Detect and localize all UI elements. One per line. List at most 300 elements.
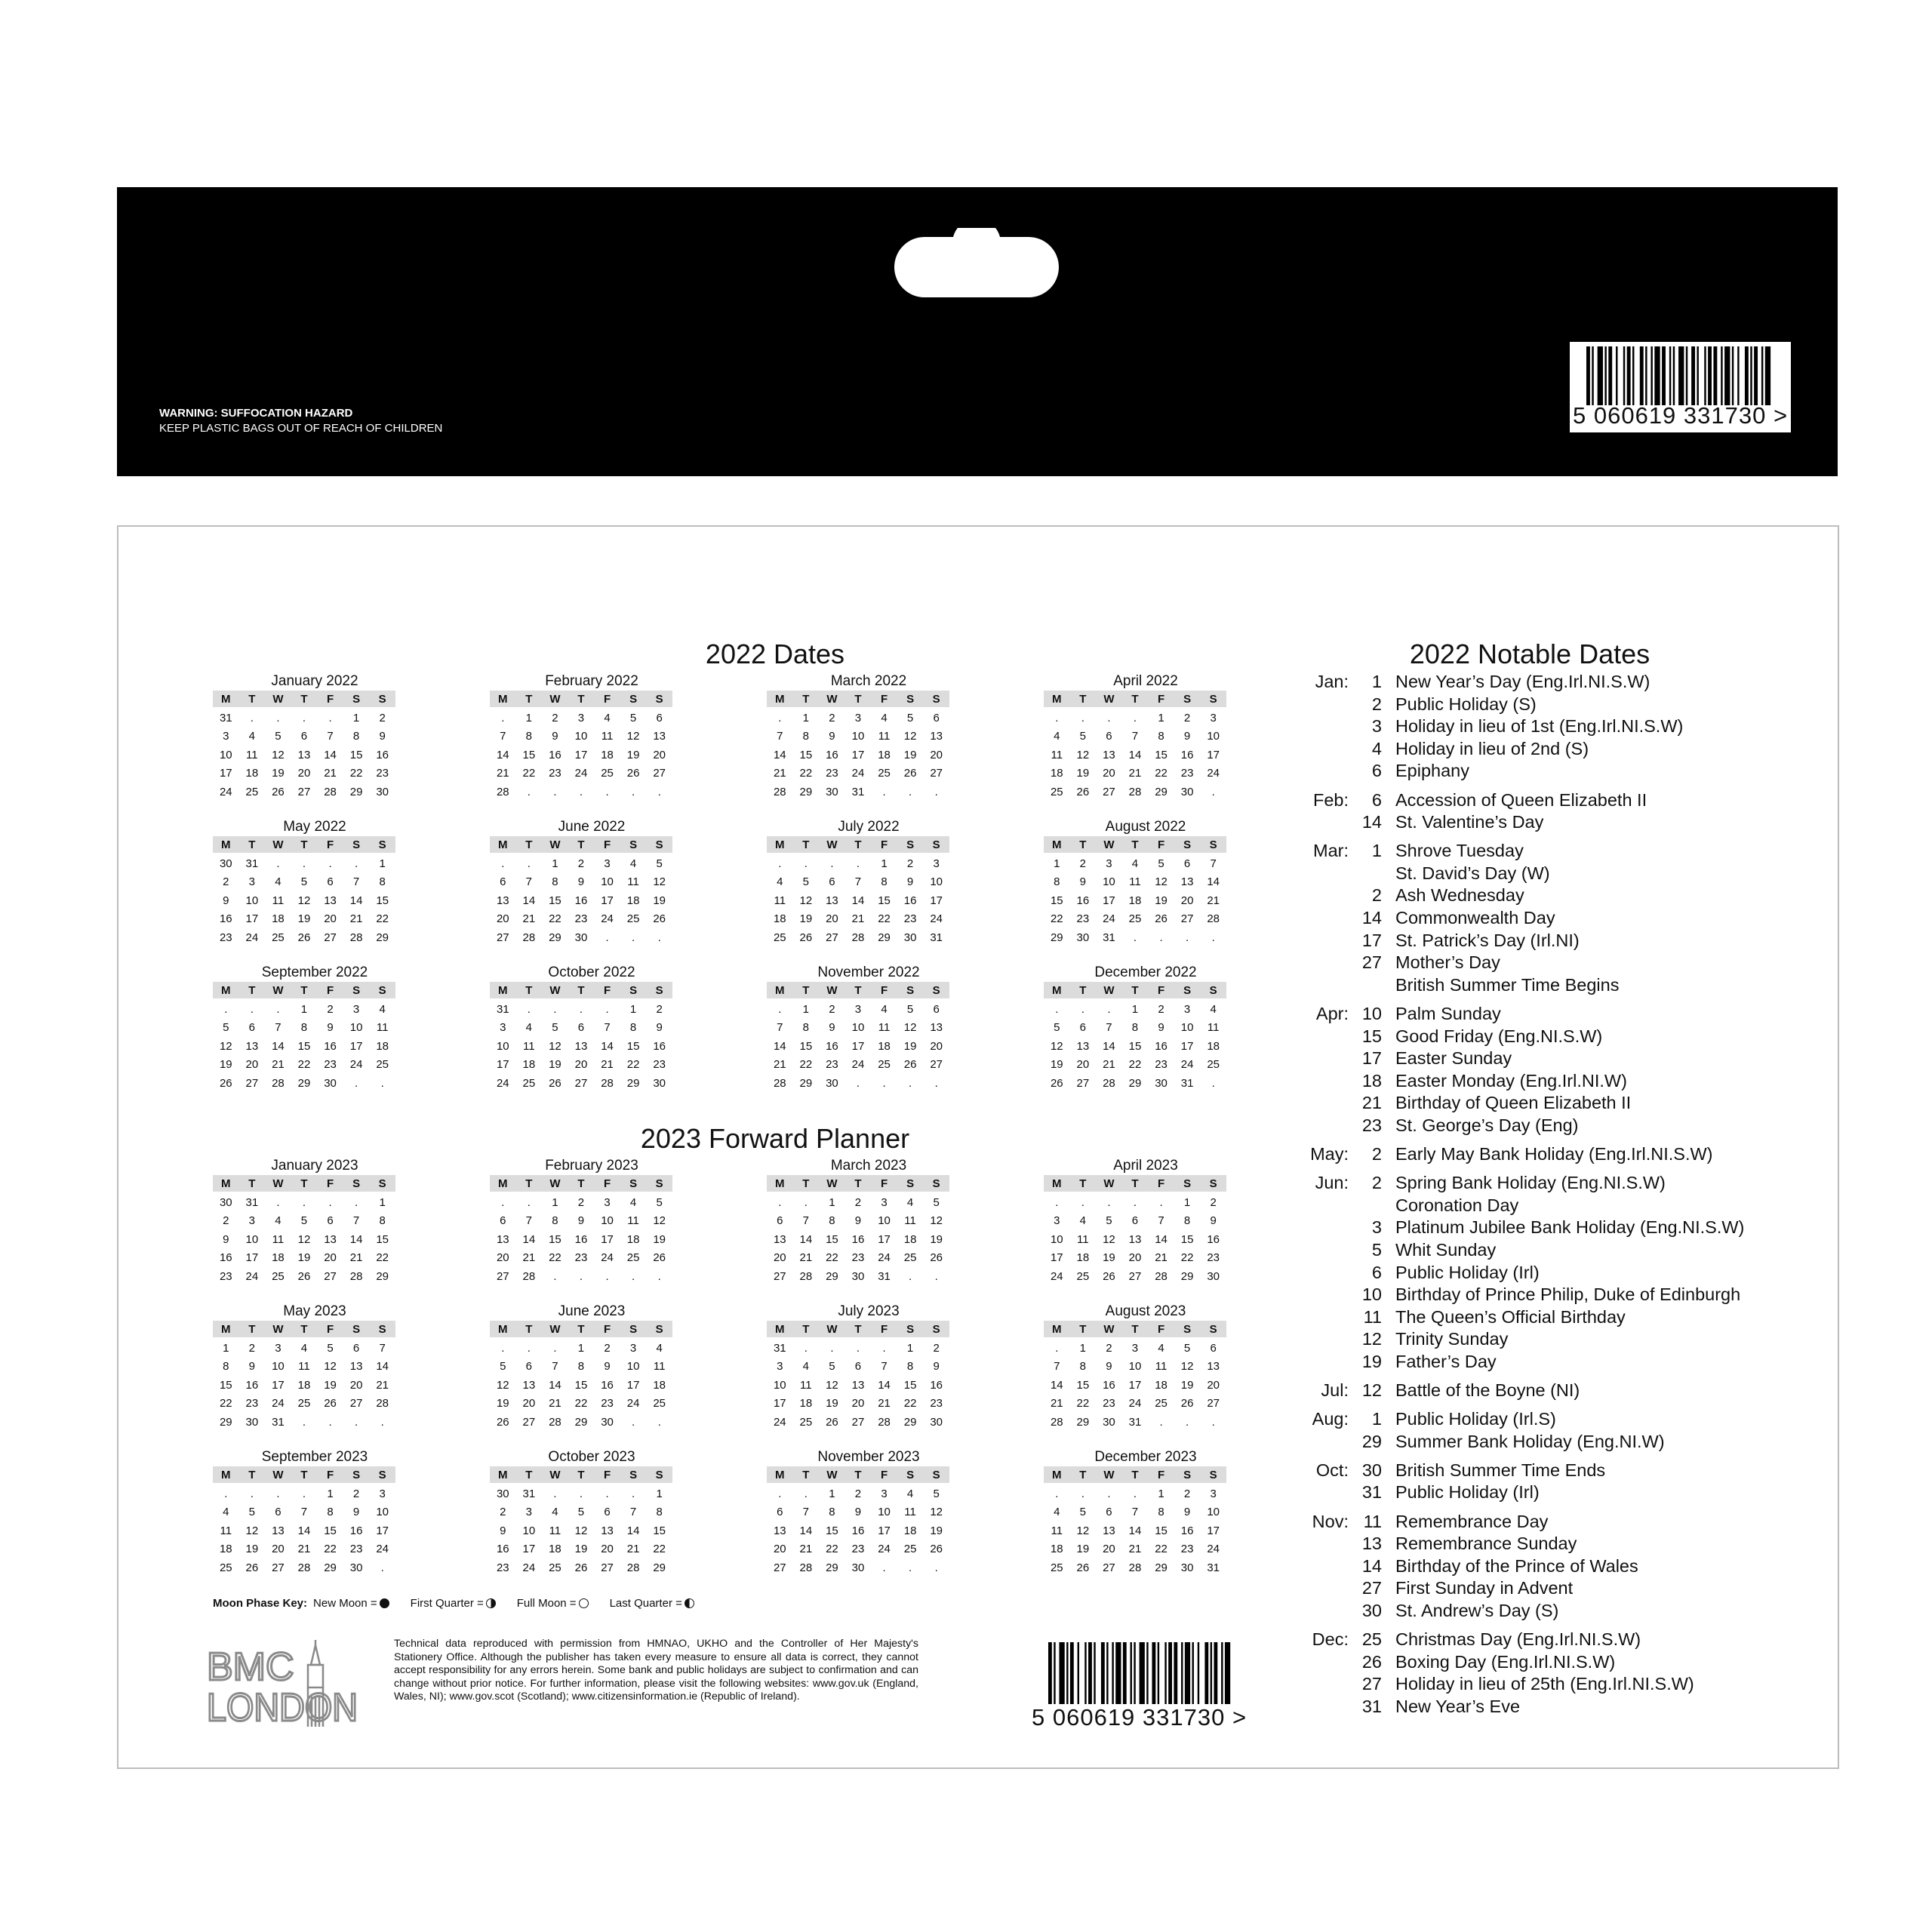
day-cell: 18 bbox=[878, 1039, 891, 1053]
day-cell: 17 bbox=[349, 1039, 363, 1053]
weekday-label: F bbox=[1157, 983, 1165, 997]
day-cell: 5 bbox=[1079, 1506, 1087, 1519]
day-cell: . bbox=[778, 1195, 782, 1209]
week-row bbox=[767, 1503, 949, 1522]
week-row bbox=[213, 854, 395, 873]
notable-date-row bbox=[1288, 1430, 1665, 1453]
day-cell: 6 bbox=[1183, 857, 1191, 870]
day-cell: 25 bbox=[626, 912, 640, 926]
day-cell: 3 bbox=[500, 1021, 506, 1035]
day-cell: . bbox=[501, 1195, 505, 1209]
day-cell: 14 bbox=[522, 894, 536, 907]
day-cell: 8 bbox=[906, 1360, 914, 1374]
day-cell: 1 bbox=[300, 1002, 308, 1016]
week-row bbox=[490, 1503, 672, 1522]
week-row bbox=[213, 1249, 395, 1268]
weekday-header bbox=[767, 1321, 949, 1337]
weekday-header bbox=[767, 691, 949, 707]
week-row bbox=[213, 928, 395, 947]
day-cell: 14 bbox=[1050, 1378, 1063, 1392]
day-cell: 22 bbox=[574, 1397, 588, 1411]
day-cell: 21 bbox=[1128, 1543, 1142, 1556]
day-cell: 4 bbox=[1131, 857, 1139, 870]
day-cell: 10 bbox=[522, 1524, 536, 1537]
notable-date-row bbox=[1288, 929, 1580, 952]
day-cell: 17 bbox=[376, 1524, 389, 1537]
weekday-label: S bbox=[932, 1177, 940, 1190]
day-cell: 18 bbox=[601, 748, 614, 761]
week-row bbox=[767, 728, 949, 746]
day-cell: 18 bbox=[1050, 1543, 1063, 1556]
day-cell: 20 bbox=[522, 1397, 536, 1411]
day-cell: 25 bbox=[1050, 785, 1063, 798]
week-row bbox=[213, 1339, 395, 1358]
day-cell: 2 bbox=[500, 1506, 506, 1519]
day-cell: 11 bbox=[878, 730, 891, 743]
day-cell: . bbox=[276, 857, 280, 870]
day-cell: 17 bbox=[878, 1232, 891, 1246]
day-cell: 27 bbox=[1180, 912, 1194, 926]
day-cell: 21 bbox=[549, 1397, 561, 1411]
month-grid bbox=[490, 1175, 672, 1286]
day-cell: 25 bbox=[297, 1397, 311, 1411]
week-row bbox=[1044, 891, 1226, 910]
day-cell: 21 bbox=[1207, 894, 1220, 907]
barcode-bar bbox=[1084, 1642, 1086, 1704]
day-cell: 26 bbox=[219, 1076, 232, 1090]
day-cell: 11 bbox=[1207, 1021, 1220, 1035]
day-cell: 26 bbox=[1050, 1076, 1063, 1090]
notable-day: 30 bbox=[1361, 1600, 1382, 1620]
day-cell: 22 bbox=[549, 912, 561, 926]
day-cell: 12 bbox=[272, 748, 285, 761]
notable-event: Public Holiday (Irl.S) bbox=[1395, 1409, 1556, 1429]
day-cell: 16 bbox=[1207, 1232, 1220, 1246]
day-cell: 29 bbox=[1050, 931, 1063, 944]
weekday-label: T bbox=[854, 1468, 862, 1481]
month-calendar bbox=[767, 1157, 949, 1286]
week-row bbox=[213, 891, 395, 910]
day-cell: . bbox=[501, 1341, 505, 1355]
month-grid bbox=[767, 1175, 949, 1286]
notable-date-row bbox=[1288, 1047, 1512, 1069]
day-cell: 3 bbox=[777, 1360, 783, 1374]
notable-month-label bbox=[1288, 1047, 1349, 1069]
day-cell: 24 bbox=[219, 785, 232, 798]
day-cell: 7 bbox=[379, 1341, 386, 1355]
notable-month-label: Aug: bbox=[1312, 1409, 1349, 1429]
month-grid bbox=[1044, 982, 1226, 1093]
day-cell: . bbox=[804, 1341, 808, 1355]
weekday-label: T bbox=[300, 1322, 308, 1336]
day-cell: 29 bbox=[653, 1561, 666, 1574]
day-cell: 21 bbox=[773, 767, 786, 780]
day-cell: 19 bbox=[903, 748, 917, 761]
week-row bbox=[767, 928, 949, 947]
day-cell: 11 bbox=[1051, 1524, 1063, 1537]
notable-day: 6 bbox=[1371, 761, 1382, 781]
notable-event: Epiphany bbox=[1395, 761, 1469, 781]
weekday-header bbox=[1044, 982, 1226, 998]
notable-month-label bbox=[1288, 1283, 1349, 1306]
day-cell: 13 bbox=[1180, 875, 1194, 889]
weekday-label: M bbox=[498, 1468, 508, 1481]
day-cell: 23 bbox=[1180, 1543, 1194, 1556]
day-cell: 1 bbox=[629, 1002, 637, 1016]
week-row bbox=[1044, 728, 1226, 746]
day-cell: 5 bbox=[629, 711, 637, 724]
day-cell: 3 bbox=[1210, 1487, 1217, 1500]
weekday-label: T bbox=[300, 1468, 308, 1481]
week-row bbox=[767, 910, 949, 929]
barcode-bar bbox=[1686, 346, 1687, 405]
weekday-label: S bbox=[655, 1468, 663, 1481]
day-cell: 27 bbox=[826, 931, 838, 944]
day-cell: 27 bbox=[574, 1076, 588, 1090]
notable-date-row bbox=[1288, 1577, 1573, 1599]
barcode-bar bbox=[1737, 346, 1739, 405]
day-cell: 27 bbox=[773, 1561, 786, 1574]
day-cell: 1 bbox=[1054, 857, 1060, 870]
full-moon-icon bbox=[579, 1598, 589, 1608]
month-name: May 2023 bbox=[283, 1303, 346, 1319]
notable-date-row bbox=[1288, 1025, 1602, 1048]
notable-day: 15 bbox=[1361, 1026, 1382, 1046]
day-cell: 26 bbox=[1076, 785, 1090, 798]
month-calendar bbox=[1044, 672, 1226, 801]
day-cell: 14 bbox=[799, 1524, 813, 1537]
weekday-label: S bbox=[1183, 838, 1192, 851]
barcode-bottom-number: 5 060619 331730 > bbox=[1032, 1704, 1247, 1730]
moon-key-new bbox=[313, 1597, 389, 1610]
day-cell: 29 bbox=[1155, 785, 1168, 798]
notable-event: Spring Bank Holiday (Eng.NI.S.W) bbox=[1395, 1173, 1666, 1193]
day-cell: 4 bbox=[379, 1002, 386, 1016]
day-cell: 20 bbox=[826, 912, 838, 926]
week-row bbox=[213, 873, 395, 892]
day-cell: 16 bbox=[1180, 748, 1194, 761]
month-calendar bbox=[213, 1303, 395, 1432]
day-cell: . bbox=[934, 1561, 938, 1574]
day-cell: . bbox=[224, 1002, 228, 1016]
month-grid bbox=[213, 836, 395, 947]
day-cell: 9 bbox=[1210, 1214, 1217, 1228]
day-cell: 24 bbox=[851, 767, 865, 780]
day-cell: . bbox=[553, 1341, 557, 1355]
day-cell: 5 bbox=[1158, 857, 1164, 870]
notable-date-row bbox=[1288, 715, 1683, 737]
day-cell: 22 bbox=[522, 767, 536, 780]
day-cell: . bbox=[804, 857, 808, 870]
barcode-bottom-bars bbox=[1032, 1638, 1251, 1704]
notable-month-label bbox=[1288, 759, 1349, 782]
weekday-label: S bbox=[352, 838, 361, 851]
day-cell: 7 bbox=[1131, 730, 1139, 743]
day-cell: 17 bbox=[245, 1251, 259, 1265]
notable-day: 6 bbox=[1371, 1262, 1382, 1282]
week-row bbox=[490, 783, 672, 801]
day-cell: 23 bbox=[496, 1561, 509, 1574]
weekday-label: M bbox=[775, 838, 785, 851]
day-cell: 2 bbox=[854, 1487, 862, 1500]
weekday-label: F bbox=[326, 1468, 334, 1481]
day-cell: 21 bbox=[626, 1543, 640, 1556]
day-cell: . bbox=[632, 1415, 635, 1429]
weekday-label: M bbox=[775, 1322, 785, 1336]
hang-hole bbox=[894, 228, 1059, 297]
day-cell: 10 bbox=[601, 1214, 614, 1228]
day-cell: 12 bbox=[1076, 748, 1090, 761]
day-cell: 24 bbox=[878, 1251, 891, 1265]
day-cell: 16 bbox=[549, 748, 561, 761]
day-cell: 18 bbox=[799, 1397, 813, 1411]
day-cell: 8 bbox=[1183, 1214, 1191, 1228]
day-cell: 25 bbox=[799, 1415, 813, 1429]
week-row bbox=[490, 746, 672, 764]
weekday-label: T bbox=[1079, 1177, 1087, 1190]
week-row bbox=[213, 728, 395, 746]
notable-day: 27 bbox=[1361, 1674, 1382, 1694]
notable-day: 12 bbox=[1361, 1380, 1382, 1400]
day-cell: 27 bbox=[272, 1561, 285, 1574]
day-cell: 24 bbox=[1128, 1397, 1142, 1411]
day-cell: 24 bbox=[245, 931, 259, 944]
day-cell: 20 bbox=[324, 1251, 337, 1265]
month-grid bbox=[490, 691, 672, 801]
day-cell: 28 bbox=[1050, 1415, 1063, 1429]
month-name: June 2022 bbox=[558, 819, 626, 835]
day-cell: 12 bbox=[799, 894, 813, 907]
day-cell: 12 bbox=[1103, 1232, 1115, 1246]
day-cell: 25 bbox=[903, 1543, 917, 1556]
day-cell: 1 bbox=[1131, 1002, 1139, 1016]
month-calendar bbox=[213, 672, 395, 801]
weekday-label: F bbox=[880, 838, 888, 851]
weekday-label: M bbox=[498, 1177, 508, 1190]
notable-event: Remembrance Sunday bbox=[1395, 1534, 1577, 1554]
day-cell: 7 bbox=[525, 1214, 533, 1228]
day-cell: 22 bbox=[878, 912, 891, 926]
day-cell: 1 bbox=[379, 857, 386, 870]
week-row bbox=[490, 1558, 672, 1577]
day-cell: . bbox=[328, 1195, 332, 1209]
notable-day: 4 bbox=[1371, 738, 1382, 758]
day-cell: 20 bbox=[851, 1397, 865, 1411]
day-cell: 29 bbox=[1076, 1415, 1090, 1429]
notable-day: 14 bbox=[1361, 812, 1382, 832]
day-cell: 13 bbox=[930, 730, 943, 743]
day-cell: . bbox=[934, 1269, 938, 1283]
day-cell: 19 bbox=[826, 1397, 838, 1411]
day-cell: 11 bbox=[298, 1360, 310, 1374]
weekday-label: S bbox=[906, 1322, 915, 1336]
day-cell: 19 bbox=[1076, 1543, 1090, 1556]
day-cell: 16 bbox=[930, 1378, 943, 1392]
week-row bbox=[213, 1503, 395, 1522]
day-cell: 7 bbox=[1054, 1360, 1060, 1374]
day-cell: 3 bbox=[854, 711, 862, 724]
day-cell: 17 bbox=[1180, 1039, 1194, 1053]
weekday-label: S bbox=[655, 1322, 663, 1336]
week-row bbox=[213, 1395, 395, 1414]
week-row bbox=[490, 854, 672, 873]
barcode-bar bbox=[1708, 346, 1712, 405]
month-name: March 2023 bbox=[830, 1158, 907, 1174]
day-cell: 19 bbox=[1155, 894, 1168, 907]
weekday-label: S bbox=[1183, 1177, 1192, 1190]
day-cell: 24 bbox=[349, 1058, 363, 1072]
day-cell: 30 bbox=[1103, 1415, 1115, 1429]
day-cell: 26 bbox=[1180, 1397, 1194, 1411]
day-cell: 28 bbox=[376, 1397, 389, 1411]
weekday-label: S bbox=[1209, 983, 1217, 997]
weekday-label: T bbox=[577, 1177, 585, 1190]
weekday-label: S bbox=[906, 1468, 915, 1481]
day-cell: 28 bbox=[496, 785, 509, 798]
weekday-label: T bbox=[1131, 1468, 1139, 1481]
bmc-london-logo bbox=[205, 1636, 364, 1730]
day-cell: 24 bbox=[773, 1415, 786, 1429]
day-cell: 21 bbox=[773, 1058, 786, 1072]
week-row bbox=[1044, 1267, 1226, 1286]
day-cell: 2 bbox=[379, 711, 386, 724]
day-cell: 8 bbox=[881, 875, 888, 889]
notable-month-label bbox=[1288, 951, 1349, 974]
weekday-label: W bbox=[826, 1322, 838, 1336]
day-cell: 17 bbox=[1128, 1378, 1142, 1392]
day-cell: 14 bbox=[349, 1232, 363, 1246]
barcode-bar bbox=[1054, 1642, 1055, 1704]
day-cell: 17 bbox=[574, 748, 588, 761]
day-cell: 24 bbox=[1050, 1269, 1063, 1283]
day-cell: 16 bbox=[601, 1378, 614, 1392]
day-cell: 9 bbox=[577, 875, 585, 889]
barcode-bar bbox=[1651, 346, 1652, 405]
day-cell: 29 bbox=[297, 1076, 311, 1090]
day-cell: 8 bbox=[525, 730, 533, 743]
title-2022-dates: 2022 Dates bbox=[705, 638, 845, 669]
day-cell: 16 bbox=[653, 1039, 666, 1053]
weekday-label: W bbox=[272, 1177, 284, 1190]
last-quarter-icon bbox=[685, 1598, 694, 1608]
month-name: July 2022 bbox=[838, 819, 900, 835]
day-cell: 8 bbox=[629, 1021, 637, 1035]
month-grid bbox=[213, 691, 395, 801]
day-cell: 8 bbox=[300, 1021, 308, 1035]
weekday-header bbox=[1044, 836, 1226, 853]
day-cell: . bbox=[1081, 1002, 1084, 1016]
day-cell: 2 bbox=[829, 711, 835, 724]
day-cell: 7 bbox=[1210, 857, 1217, 870]
day-cell: 12 bbox=[1050, 1039, 1063, 1053]
weekday-label: S bbox=[932, 983, 940, 997]
month-calendar bbox=[767, 964, 949, 1093]
month-grid bbox=[1044, 1321, 1226, 1432]
day-cell: 6 bbox=[248, 1021, 256, 1035]
day-cell: 4 bbox=[552, 1506, 558, 1519]
week-row bbox=[213, 1484, 395, 1503]
day-cell: 19 bbox=[653, 1232, 666, 1246]
week-row bbox=[213, 1056, 395, 1075]
barcode-bar bbox=[1673, 346, 1675, 405]
day-cell: 26 bbox=[245, 1561, 259, 1574]
day-cell: 23 bbox=[601, 1397, 614, 1411]
weekday-label: M bbox=[498, 983, 508, 997]
day-cell: 21 bbox=[376, 1378, 389, 1392]
day-cell: . bbox=[579, 1269, 583, 1283]
day-cell: 21 bbox=[272, 1058, 285, 1072]
day-cell: 16 bbox=[245, 1378, 259, 1392]
day-cell: 23 bbox=[1103, 1397, 1115, 1411]
day-cell: 16 bbox=[349, 1524, 363, 1537]
weekday-header bbox=[490, 836, 672, 853]
day-cell: 24 bbox=[626, 1397, 640, 1411]
day-cell: 29 bbox=[1128, 1076, 1142, 1090]
day-cell: 3 bbox=[881, 1487, 888, 1500]
day-cell: 20 bbox=[349, 1378, 363, 1392]
weekday-label: S bbox=[655, 838, 663, 851]
day-cell: 24 bbox=[601, 1251, 614, 1265]
day-cell: 28 bbox=[878, 1415, 891, 1429]
weekday-label: M bbox=[1052, 1322, 1062, 1336]
week-row bbox=[767, 1413, 949, 1432]
day-cell: . bbox=[1107, 1195, 1111, 1209]
week-row bbox=[1044, 1193, 1226, 1212]
weekday-label: T bbox=[1131, 1322, 1139, 1336]
day-cell: 9 bbox=[656, 1021, 663, 1035]
day-cell: 23 bbox=[903, 912, 917, 926]
moon-key-label: Moon Phase Key: bbox=[213, 1597, 308, 1610]
week-row bbox=[213, 1074, 395, 1093]
day-cell: 29 bbox=[903, 1415, 917, 1429]
month-grid bbox=[213, 982, 395, 1093]
day-cell: 4 bbox=[525, 1021, 533, 1035]
day-cell: 7 bbox=[854, 875, 862, 889]
week-row bbox=[767, 873, 949, 892]
day-cell: 1 bbox=[1079, 1341, 1087, 1355]
month-name: October 2023 bbox=[548, 1449, 635, 1465]
barcode-bar bbox=[1592, 346, 1593, 405]
notable-month-label bbox=[1288, 1238, 1349, 1261]
barcode-bar bbox=[1669, 346, 1671, 405]
day-cell: 6 bbox=[933, 711, 940, 724]
day-cell: 3 bbox=[223, 730, 229, 743]
day-cell: 5 bbox=[1183, 1341, 1191, 1355]
day-cell: 1 bbox=[352, 711, 360, 724]
barcode-bar bbox=[1204, 1642, 1208, 1704]
day-cell: 6 bbox=[327, 1214, 334, 1228]
day-cell: 25 bbox=[272, 931, 285, 944]
day-cell: . bbox=[1081, 1487, 1084, 1500]
day-cell: 9 bbox=[829, 1021, 835, 1035]
day-cell: 10 bbox=[245, 894, 259, 907]
notable-month-label bbox=[1288, 1577, 1349, 1599]
day-cell: 22 bbox=[324, 1543, 337, 1556]
month-calendar bbox=[490, 1157, 672, 1286]
notable-month-label bbox=[1288, 1194, 1349, 1217]
day-cell: 11 bbox=[376, 1021, 389, 1035]
weekday-label: F bbox=[880, 1468, 888, 1481]
day-cell: 5 bbox=[829, 1360, 835, 1374]
day-cell: 27 bbox=[324, 931, 337, 944]
day-cell: . bbox=[302, 711, 306, 724]
week-row bbox=[1044, 1376, 1226, 1395]
month-grid bbox=[767, 1466, 949, 1577]
month-name: December 2023 bbox=[1094, 1449, 1197, 1465]
weekday-label: T bbox=[525, 983, 533, 997]
month-calendar bbox=[767, 1448, 949, 1577]
barcode-bar bbox=[1225, 1642, 1230, 1704]
